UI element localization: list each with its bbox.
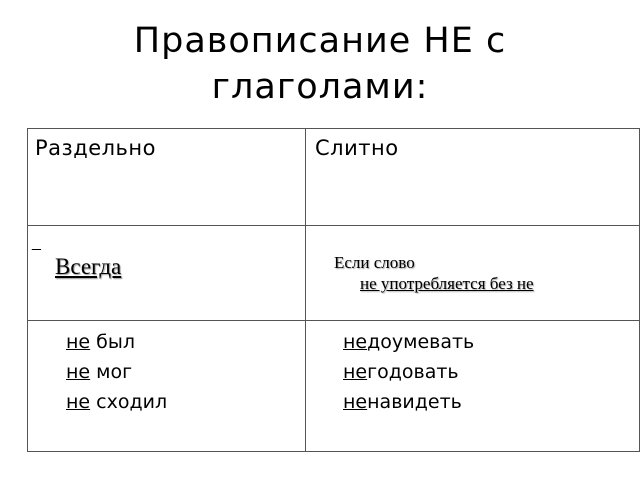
rule-condition-line-2 — [334, 273, 534, 294]
header-cell-joined — [306, 129, 640, 226]
ne-prefix: не — [343, 331, 368, 353]
table-examples-row — [28, 321, 640, 452]
page-title-line-1: Правописание НЕ с — [133, 21, 507, 61]
examples-cell-joined — [306, 321, 640, 452]
word-rest: сходил — [90, 391, 168, 413]
ne-prefix: не — [66, 391, 91, 413]
page-title — [0, 18, 640, 110]
header-separate: Раздельно — [35, 136, 157, 160]
examples-cell-separate — [28, 321, 306, 452]
example-word — [343, 327, 474, 357]
word-rest: навидеть — [367, 391, 462, 413]
ne-prefix: не — [343, 361, 368, 383]
rule-cell-separate — [28, 226, 306, 321]
ne-prefix: не — [66, 361, 91, 383]
word-rest: был — [90, 331, 136, 353]
word-rest: мог — [90, 361, 133, 383]
example-word — [66, 357, 167, 387]
examples-separate — [66, 327, 167, 417]
table-header-row — [28, 129, 640, 226]
example-word — [343, 357, 474, 387]
table-rule-row — [28, 226, 640, 321]
header-joined: Слитно — [315, 136, 399, 160]
word-rest: годовать — [367, 361, 459, 383]
rule-condition-line-2-text: не употребляется без не — [360, 274, 534, 293]
rule-cell-joined — [306, 226, 640, 321]
dash-mark: _ — [32, 234, 41, 251]
example-word — [66, 387, 167, 417]
page-title-line-2: глаголами: — [211, 67, 429, 107]
ne-prefix: не — [343, 391, 368, 413]
rule-condition — [334, 252, 534, 294]
examples-joined — [343, 327, 474, 417]
rule-always: Всегда — [55, 254, 122, 279]
word-rest: доумевать — [367, 331, 475, 353]
example-word — [66, 327, 167, 357]
rule-condition-line-1: Если слово — [334, 253, 415, 272]
example-word — [343, 387, 474, 417]
rules-table — [27, 128, 640, 452]
header-cell-separate — [28, 129, 306, 226]
ne-prefix: не — [66, 331, 91, 353]
